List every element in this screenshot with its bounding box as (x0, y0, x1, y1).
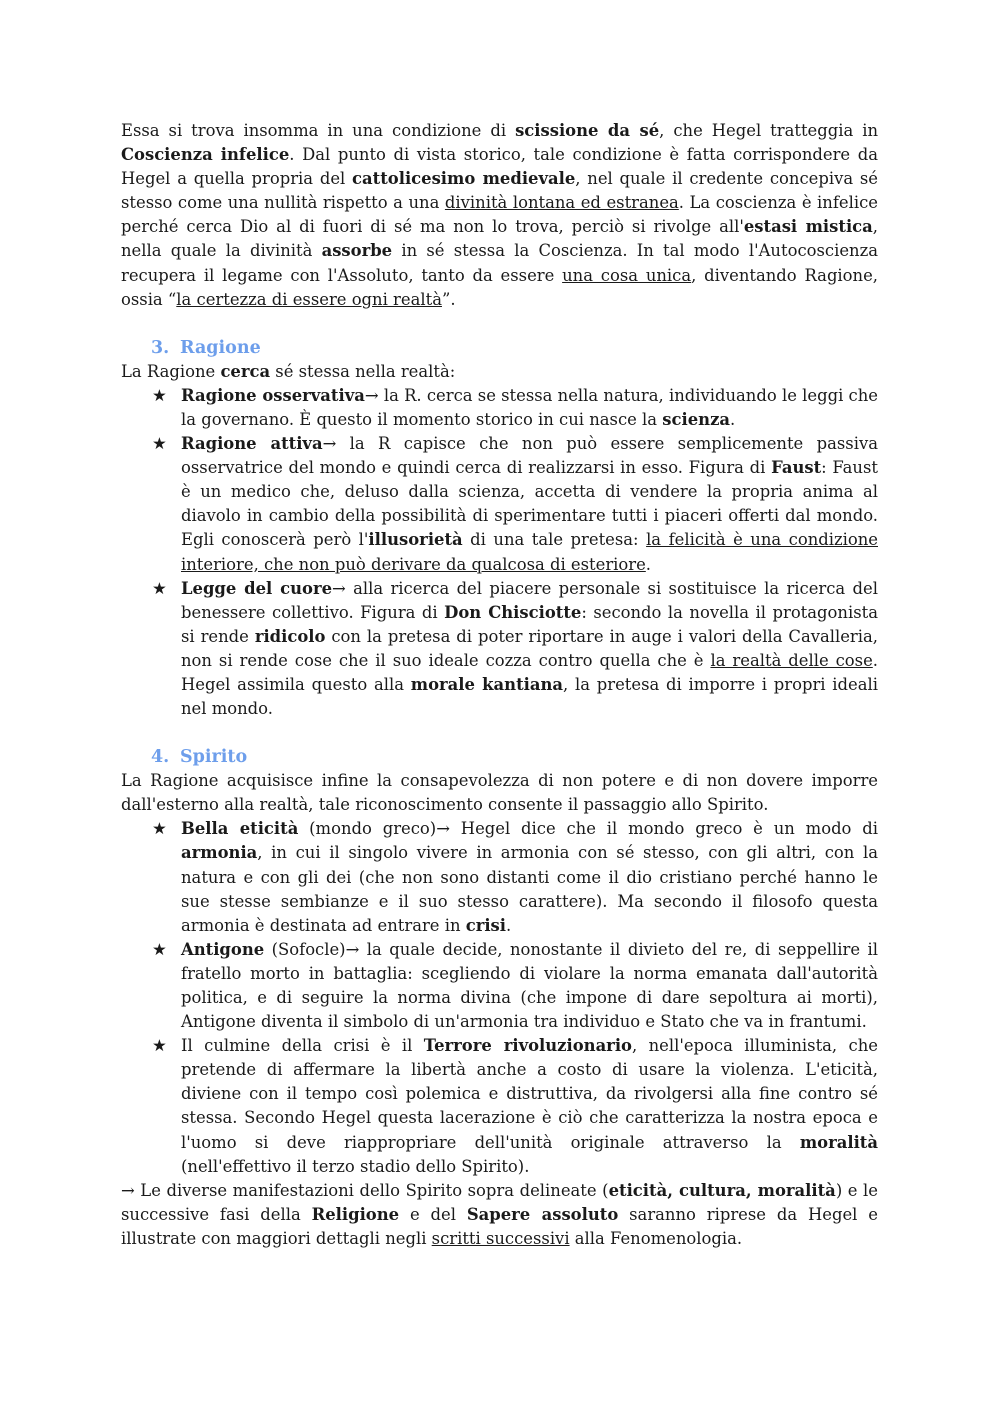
section-lead-ragione: La Ragione cerca sé stessa nella realtà: (121, 361, 456, 381)
ragione-bullet-list (121, 384, 878, 721)
closing-paragraph: → Le diverse manifestazioni dello Spirito sopra delineate (eticità, cultura, moralità) e le successive fasi della Religione e del Sapere assoluto saranno riprese da Hegel e illustrate con maggiori dettagli negli scritti successivi alla Fenomenologia. (121, 1180, 879, 1248)
list-item: ★ Antigone (Sofocle)→ la quale decide, nonostante il divieto del re, di seppellire il fratello morto in battaglia: scegliendo di violare la norma emanata dall'autorità politica, e di seguire la norma divina (che impone di dare sepoltura ai morti), Antigone diventa il simbolo di un'armonia tra individuo e Stato che va in frantumi. (152, 939, 878, 1032)
star-bullet-icon: ★ (152, 819, 167, 839)
section-lead-spirito: La Ragione acquisisce infine la consapevolezza di non potere e di non dovere imporre dall'esterno alla realtà, tale riconoscimento consente il passaggio allo Spirito. (121, 771, 878, 815)
spirito-bullet-list (121, 817, 878, 1178)
list-item: ★ Ragione osservativa→ la R. cerca se stessa nella natura, individuando le leggi che la governano. È questo il momento storico in cui nasce la scienza. (152, 385, 878, 429)
section-heading-ragione: 3. Ragione (151, 337, 261, 358)
intro-paragraph: Essa si trova insomma in una condizione di scissione da sé, che Hegel tratteggia in Coscienza infelice. Dal punto di vista storico, tale condizione è fatta corrispondere da Hegel a quella propria del cattolicesimo medievale, nel quale il credente concepiva sé stesso come una nullità rispetto a una divinità lontana ed estranea. La coscienza è infelice perché cerca Dio al di fuori di sé ma non lo trova, perciò si rivolge all'estasi mistica, nella quale la divinità assorbe in sé stessa la Coscienza. In tal modo l'Autocoscienza recupera il legame con l'Assoluto, tanto da essere una cosa unica, diventando Ragione, ossia “la certezza di essere ogni realtà”. (121, 121, 879, 309)
list-item: ★ Bella eticità (mondo greco)→ Hegel dice che il mondo greco è un modo di armonia, in cui il singolo vivere in armonia con sé stesso, con gli altri, con la natura e con gli dei (che non sono distanti come il dio cristiano perché hanno le sue stesse sembianze e il suo stesso carattere). Ma secondo il filosofo questa armonia è destinata ad entrare in crisi. (152, 819, 878, 935)
star-bullet-icon: ★ (152, 578, 167, 598)
list-item: ★ Il culmine della crisi è il Terrore rivoluzionario, nell'epoca illuminista, che pretende di affermare la libertà anche a costo di usare la violenza. L'eticità, diviene con il tempo così polemica e distruttiva, da rivolgersi alla fine contro sé stessa. Secondo Hegel questa lacerazione è ciò che caratterizza la nostra epoca e l'uomo si deve riappropriare dell'unità originale attraverso la moralità (nell'effettivo il terzo stadio dello Spirito). (152, 1036, 878, 1176)
list-item: ★ Ragione attiva→ la R capisce che non può essere semplicemente passiva osservatrice del mondo e quindi cerca di realizzarsi in esso. Figura di Faust: Faust è un medico che, deluso dalla scienza, accetta di vendere la propria anima al diavolo in cambio della possibilità di sperimentare tutti i piaceri offerti dal mondo. Egli conoscerà però l'illusorietà di una tale pretesa: la felicità è una condizione interiore, che non può derivare da qualcosa di esteriore. (152, 434, 878, 574)
list-item: ★ Legge del cuore→ alla ricerca del piacere personale si sostituisce la ricerca del benessere collettivo. Figura di Don Chisciotte: secondo la novella il protagonista si rende ridicolo con la pretesa di poter riportare in auge i valori della Cavalleria, non si rende cose che il suo ideale cozza contro quella che è la realtà delle cose. Hegel assimila questo alla morale kantiana, la pretesa di imporre i propri ideali nel mondo. (152, 578, 878, 719)
star-bullet-icon: ★ (152, 385, 167, 405)
star-bullet-icon: ★ (152, 434, 167, 454)
section-heading-spirito: 4. Spirito (151, 747, 248, 768)
star-bullet-icon: ★ (152, 1036, 167, 1056)
star-bullet-icon: ★ (152, 939, 167, 959)
